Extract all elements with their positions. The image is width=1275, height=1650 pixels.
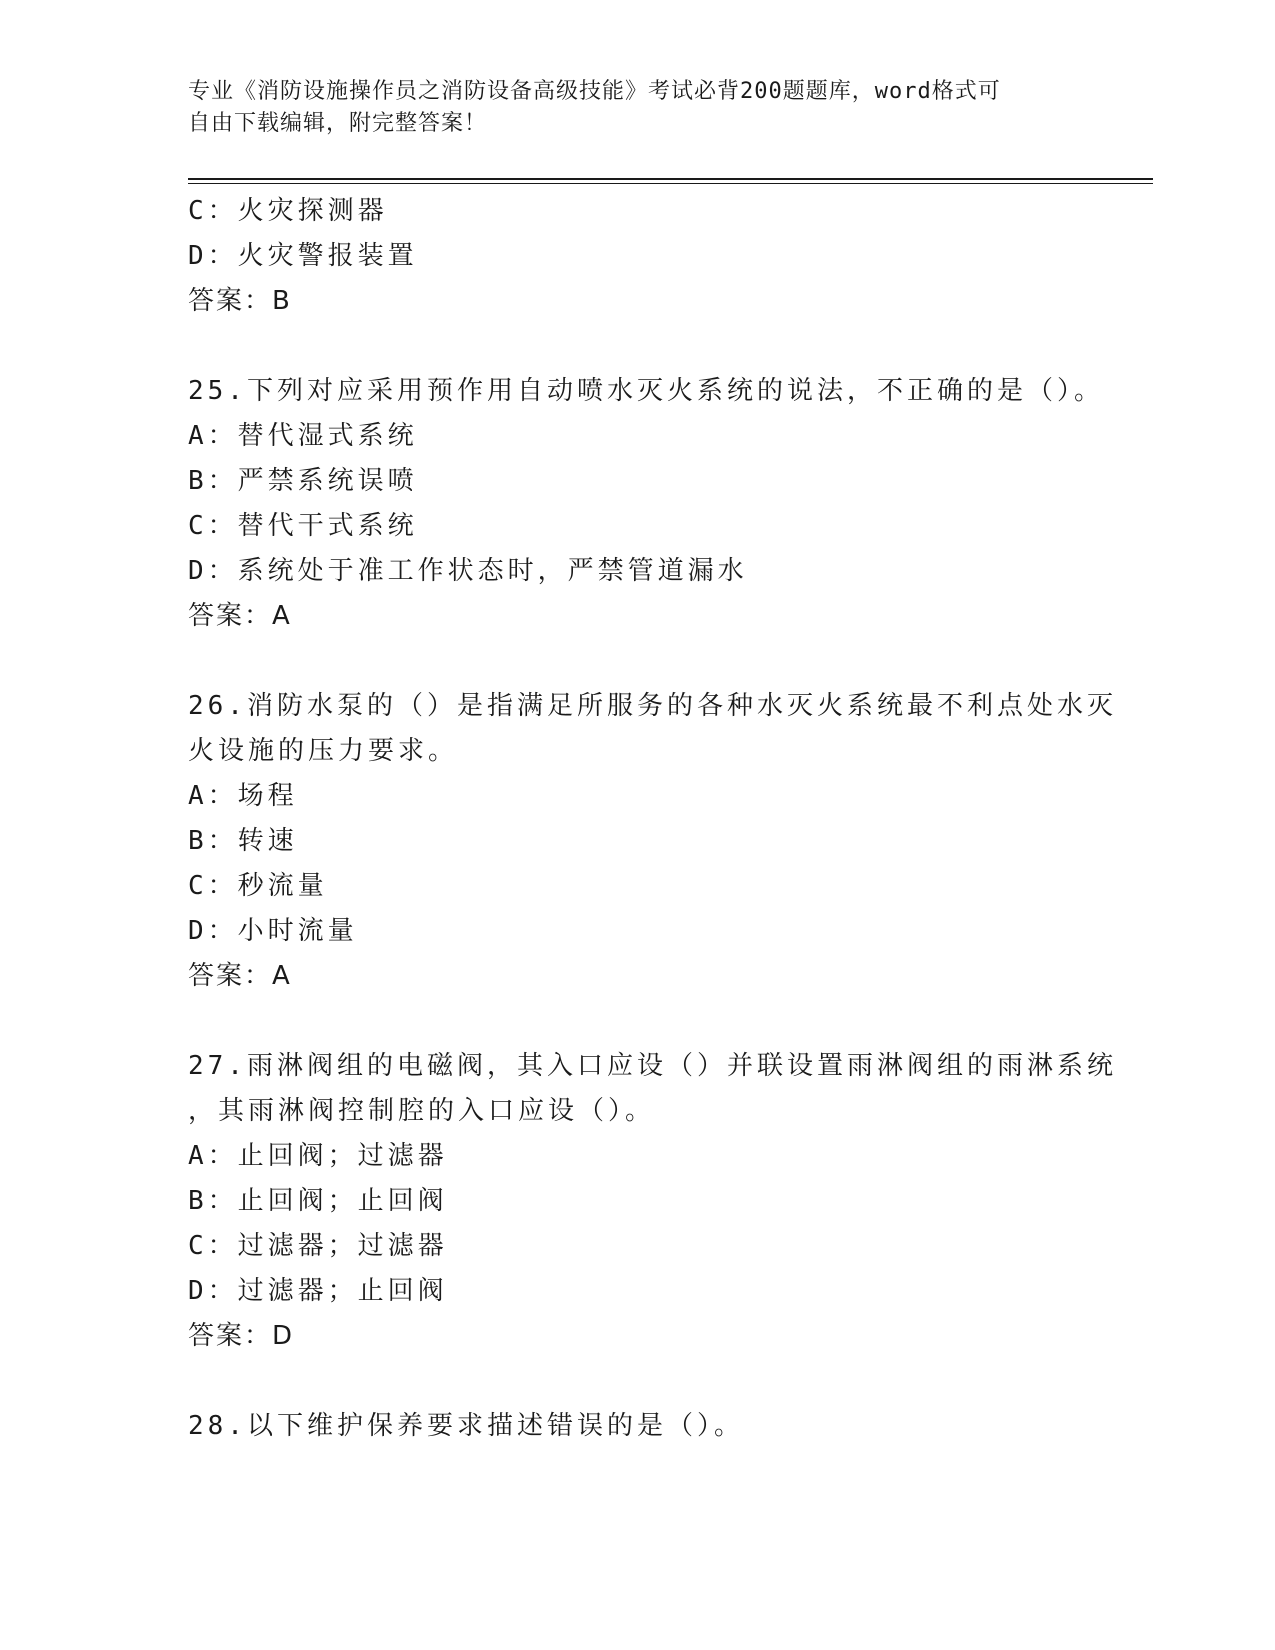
prev-option-c: C：火灾探测器 <box>188 196 388 226</box>
q26-question-line-2: 火设施的压力要求。 <box>188 736 459 766</box>
q25-answer: 答案：A <box>188 601 292 631</box>
header-line-1: 专业《消防设施操作员之消防设备高级技能》考试必背200题题库，word格式可 <box>188 79 1001 104</box>
q27-option-c: C：过滤器；过滤器 <box>188 1231 448 1261</box>
q25-question: 25.下列对应采用预作用自动喷水灭火系统的说法，不正确的是（）。 <box>188 376 1104 406</box>
header-line-2: 自由下载编辑，附完整答案！ <box>188 111 488 136</box>
q25-option-d: D：系统处于准工作状态时，严禁管道漏水 <box>188 556 748 586</box>
q26-option-c: C：秒流量 <box>188 871 328 901</box>
q27-option-b: B：止回阀；止回阀 <box>188 1186 448 1216</box>
q28-question: 28.以下维护保养要求描述错误的是（）。 <box>188 1411 744 1441</box>
document-header <box>188 76 1088 140</box>
q26-option-a: A：场程 <box>188 781 298 811</box>
q27-question-line-2: ，其雨淋阀控制腔的入口应设（）。 <box>188 1096 656 1126</box>
header-divider-thick <box>188 178 1153 180</box>
q25-option-c: C：替代干式系统 <box>188 511 418 541</box>
header-divider-thin <box>188 183 1153 184</box>
q27-question-line-1: 27.雨淋阀组的电磁阀，其入口应设（）并联设置雨淋阀组的雨淋系统 <box>188 1051 1117 1081</box>
q27-option-a: A：止回阀；过滤器 <box>188 1141 448 1171</box>
q25-option-a: A：替代湿式系统 <box>188 421 418 451</box>
q27-option-d: D：过滤器；止回阀 <box>188 1276 448 1306</box>
q26-answer: 答案：A <box>188 961 292 991</box>
prev-option-d: D：火灾警报装置 <box>188 241 418 271</box>
q26-question-line-1: 26.消防水泵的（）是指满足所服务的各种水灭火系统最不利点处水灭 <box>188 691 1117 721</box>
prev-answer: 答案：B <box>188 286 292 316</box>
q26-option-b: B：转速 <box>188 826 298 856</box>
q27-answer: 答案：D <box>188 1321 295 1351</box>
q26-option-d: D：小时流量 <box>188 916 358 946</box>
q25-option-b: B：严禁系统误喷 <box>188 466 418 496</box>
